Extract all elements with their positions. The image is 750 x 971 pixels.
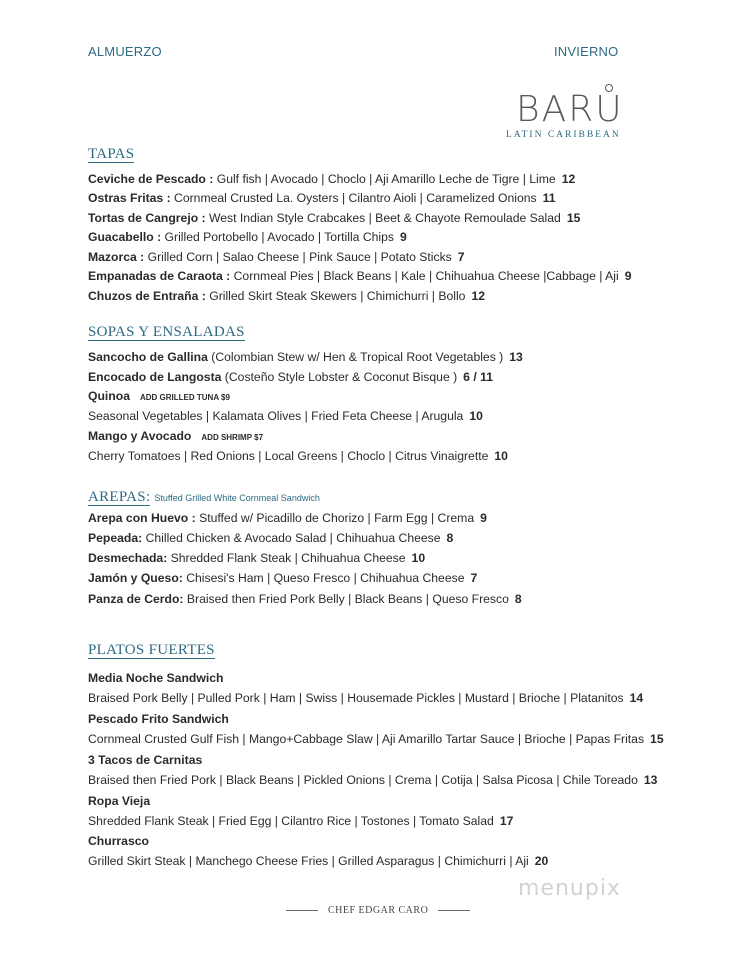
item-price: 9 xyxy=(624,269,632,283)
item-desc: Grilled Skirt Steak | Manchego Cheese Fries | Grilled Asparagus | Chimichurri | Aji xyxy=(88,854,529,868)
item-name: Ceviche de Pescado : xyxy=(88,172,214,186)
item-name: Pescado Frito Sandwich xyxy=(88,712,229,726)
item-price: 9 xyxy=(399,230,407,244)
restaurant-logo xyxy=(506,84,631,142)
menu-item xyxy=(88,268,631,284)
item-desc: (Costeño Style Lobster & Coconut Bisque ) xyxy=(221,370,458,384)
item-price: 11 xyxy=(542,191,556,205)
menu-item-desc xyxy=(88,813,513,829)
menu-item xyxy=(88,833,149,849)
item-desc: Cherry Tomatoes | Red Onions | Local Greens | Choclo | Citrus Vinaigrette xyxy=(88,449,489,463)
item-desc: Seasonal Vegetables | Kalamata Olives | Fried Feta Cheese | Arugula xyxy=(88,409,464,423)
item-name: Ostras Fritas : xyxy=(88,191,171,205)
item-price: 12 xyxy=(561,172,576,186)
item-name: Chuzos de Entraña : xyxy=(88,289,206,303)
item-addon: ADD SHRIMP $7 xyxy=(201,433,264,442)
logo-wordmark: BARU xyxy=(516,89,624,130)
item-price: 12 xyxy=(471,289,486,303)
item-price: 20 xyxy=(534,854,549,868)
footer-divider-right xyxy=(438,910,470,911)
item-name: Sancocho de Gallina xyxy=(88,350,208,364)
menu-item xyxy=(88,349,523,365)
item-price: 7 xyxy=(457,250,465,264)
menu-item xyxy=(88,369,493,385)
item-price: 10 xyxy=(469,409,483,423)
item-name: Empanadas de Caraota : xyxy=(88,269,231,283)
item-name: Pepeada: xyxy=(88,531,143,545)
menu-item xyxy=(88,288,485,304)
menu-item xyxy=(88,793,150,809)
item-name: Mazorca : xyxy=(88,250,145,264)
item-name: Churrasco xyxy=(88,834,149,848)
item-name: 3 Tacos de Carnitas xyxy=(88,753,203,767)
section-title-platos: PLATOS FUERTES xyxy=(88,642,215,658)
menu-item xyxy=(88,591,522,607)
section-header-arepas xyxy=(88,488,320,506)
item-desc: Cornmeal Crusted Gulf Fish | Mango+Cabbage Slaw | Aji Amarillo Tartar Sauce | Brioche | Papas Fritas xyxy=(88,732,645,746)
item-name: Ropa Vieja xyxy=(88,794,151,808)
item-desc: Shredded Flank Steak | Fried Egg | Cilantro Rice | Tostones | Tomato Salad xyxy=(88,814,494,828)
item-desc: Cornmeal Pies | Black Beans | Kale | Chihuahua Cheese |Cabbage | Aji xyxy=(230,269,619,283)
menu-item-desc xyxy=(88,448,508,464)
item-name: Arepa con Huevo : xyxy=(88,511,196,525)
menu-item xyxy=(88,670,223,686)
item-desc: (Colombian Stew w/ Hen & Tropical Root Vegetables ) xyxy=(207,350,504,364)
section-subtitle: Stuffed Grilled White Cornmeal Sandwich xyxy=(154,493,320,503)
item-name: Panza de Cerdo: xyxy=(88,592,184,606)
item-price: 10 xyxy=(494,449,508,463)
chef-credit xyxy=(286,905,480,916)
menu-item-desc xyxy=(88,690,643,706)
menu-item-desc xyxy=(88,731,664,747)
meal-label: ALMUERZO xyxy=(88,44,162,59)
menu-item xyxy=(88,428,263,446)
menu-item xyxy=(88,190,556,206)
item-name: Jamón y Queso: xyxy=(88,571,183,585)
menu-item-desc xyxy=(88,408,483,424)
item-price: 8 xyxy=(446,531,454,545)
item-name: Mango y Avocado xyxy=(88,429,192,443)
logo-tagline: LATIN CARIBBEAN xyxy=(506,130,621,140)
section-title-sopas: SOPAS Y ENSALADAS xyxy=(88,324,245,340)
item-desc: Grilled Corn | Salao Cheese | Pink Sauce | Potato Sticks xyxy=(144,250,452,264)
section-title-arepas: AREPAS: xyxy=(88,489,151,505)
item-desc: Shredded Flank Steak | Chihuahua Cheese xyxy=(167,551,406,565)
item-desc: Braised then Fried Pork | Black Beans | Pickled Onions | Crema | Cotija | Salsa Picosa | Chile Toreado xyxy=(88,773,638,787)
item-name: Desmechada: xyxy=(88,551,168,565)
item-price: 7 xyxy=(470,571,478,585)
menu-item xyxy=(88,229,407,245)
item-price: 15 xyxy=(566,211,581,225)
item-desc: Chisesi's Ham | Queso Fresco | Chihuahua Cheese xyxy=(182,571,465,585)
item-price: 13 xyxy=(643,773,658,787)
item-desc: West Indian Style Crabcakes | Beet & Chayote Remoulade Salad xyxy=(205,211,561,225)
section-title-tapas: TAPAS xyxy=(88,146,135,162)
item-name: Tortas de Cangrejo : xyxy=(88,211,206,225)
menu-item xyxy=(88,171,575,187)
watermark-text: menupix xyxy=(518,876,621,901)
item-desc: Braised then Fried Pork Belly | Black Beans | Queso Fresco xyxy=(183,592,509,606)
chef-name: CHEF EDGAR CARO xyxy=(328,905,429,916)
item-name: Guacabello : xyxy=(88,230,162,244)
item-desc: Gulf fish | Avocado | Choclo | Aji Amarillo Leche de Tigre | Lime xyxy=(213,172,556,186)
item-name: Media Noche Sandwich xyxy=(88,671,224,685)
item-desc: Grilled Skirt Steak Skewers | Chimichurri | Bollo xyxy=(205,289,466,303)
item-price: 6 / 11 xyxy=(463,370,493,384)
menu-item xyxy=(88,752,202,768)
item-price: 9 xyxy=(480,511,487,525)
item-desc: Cornmeal Crusted La. Oysters | Cilantro Aioli | Caramelized Onions xyxy=(170,191,537,205)
menu-item xyxy=(88,550,425,566)
menu-item xyxy=(88,210,580,226)
menu-item-desc xyxy=(88,853,548,869)
menu-item xyxy=(88,530,453,546)
menu-item-desc xyxy=(88,772,657,788)
footer-divider-left xyxy=(286,910,318,911)
menu-item xyxy=(88,570,477,586)
item-addon: ADD GRILLED TUNA $9 xyxy=(139,393,230,402)
menu-item xyxy=(88,388,230,406)
item-price: 15 xyxy=(650,732,664,746)
menu-item xyxy=(88,510,487,526)
menu-item xyxy=(88,249,465,265)
item-name: Encocado de Langosta xyxy=(88,370,222,384)
item-desc: Braised Pork Belly | Pulled Pork | Ham | Swiss | Housemade Pickles | Mustard | Brioche | Platanitos xyxy=(88,691,624,705)
item-name: Quinoa xyxy=(88,389,130,403)
item-price: 14 xyxy=(629,691,644,705)
item-desc: Stuffed w/ Picadillo de Chorizo | Farm Egg | Crema xyxy=(195,511,475,525)
item-desc: Grilled Portobello | Avocado | Tortilla Chips xyxy=(161,230,394,244)
item-price: 10 xyxy=(411,551,426,565)
menu-item xyxy=(88,711,229,727)
item-desc: Chilled Chicken & Avocado Salad | Chihuahua Cheese xyxy=(142,531,441,545)
season-label: INVIERNO xyxy=(554,44,619,59)
item-price: 8 xyxy=(514,592,522,606)
item-price: 17 xyxy=(499,814,514,828)
item-price: 13 xyxy=(509,350,523,364)
